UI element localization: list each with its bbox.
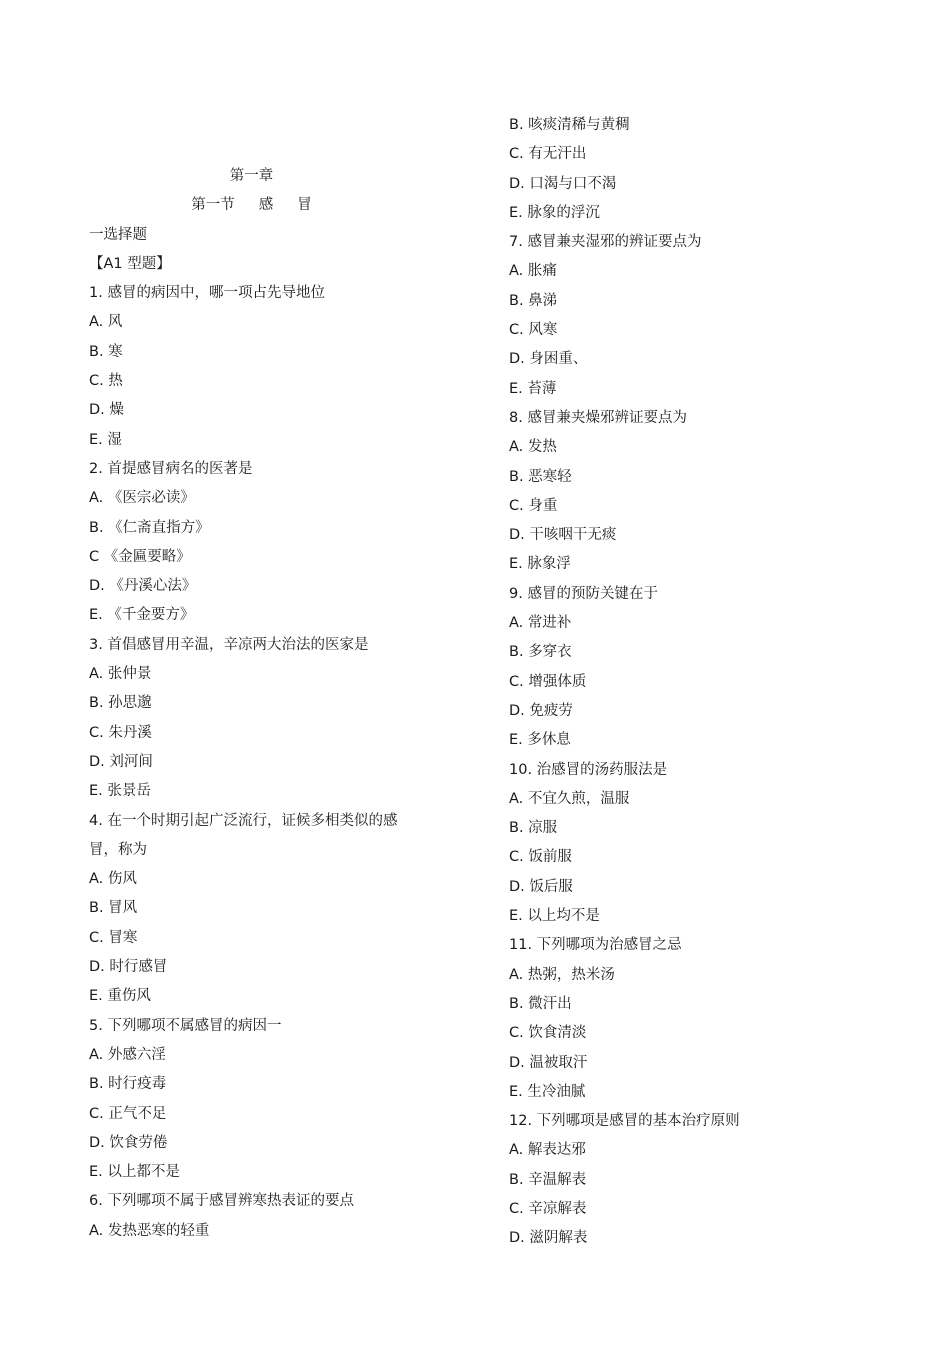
- answer-option: A. 常进补: [509, 615, 572, 632]
- answer-option: C. 饮食清淡: [509, 1025, 587, 1042]
- answer-option: B. 寒: [89, 343, 123, 360]
- answer-option: C. 热: [89, 373, 123, 390]
- answer-option: A. 发热: [509, 439, 557, 456]
- answer-option: B. 孙思邈: [89, 695, 152, 712]
- answer-option: E. 重伤风: [89, 988, 151, 1005]
- answer-option: A. 《医宗必读》: [89, 490, 195, 507]
- answer-option: D. 刘河间: [89, 753, 153, 770]
- answer-option: B. 鼻涕: [509, 292, 558, 309]
- answer-option: A. 风: [89, 314, 123, 331]
- answer-option: A. 外感六淫: [89, 1046, 166, 1063]
- answer-option: D. 温被取汗: [509, 1054, 588, 1071]
- answer-option: E. 以上都不是: [89, 1164, 180, 1181]
- answer-option: C. 风寒: [509, 322, 558, 339]
- question-stem: 9. 感冒的预防关键在于: [509, 585, 658, 602]
- answer-option: B. 多穿衣: [509, 644, 572, 661]
- answer-option: B. 《仁斋直指方》: [89, 519, 210, 536]
- answer-option: A. 发热恶寒的轻重: [89, 1222, 210, 1239]
- answer-option: 冒，称为: [89, 841, 147, 858]
- answer-option: B. 冒风: [89, 900, 138, 917]
- answer-option: C. 饭前服: [509, 849, 572, 866]
- answer-option: E. 张景岳: [89, 783, 151, 800]
- question-stem: 5. 下列哪项不属感冒的病因一: [89, 1017, 282, 1034]
- section-title: [89, 195, 414, 224]
- question-stem: 4. 在一个时期引起广泛流行，证候多相类似的感: [89, 812, 398, 829]
- answer-option: C 《金匾要略》: [89, 548, 191, 565]
- question-type-heading: 【A1 型题】: [89, 255, 171, 272]
- answer-option: E. 湿: [89, 431, 122, 448]
- left-column: [89, 166, 499, 1250]
- right-column: [509, 115, 919, 1258]
- question-stem: 7. 感冒兼夹湿邪的辨证要点为: [509, 234, 702, 251]
- answer-option: D. 饮食劳倦: [89, 1134, 168, 1151]
- question-stem: 12. 下列哪项是感冒的基本治疗原则: [509, 1113, 740, 1130]
- answer-option: D. 滋阴解表: [509, 1230, 588, 1247]
- right-question-list: [509, 115, 919, 1258]
- answer-option: E. 多休息: [509, 732, 571, 749]
- chapter-title: 第一章: [229, 168, 274, 184]
- question-stem: 6. 下列哪项不属于感冒辨寒热表证的要点: [89, 1193, 354, 1210]
- section-number: 第一节: [191, 197, 235, 214]
- answer-option: A. 伤风: [89, 871, 137, 888]
- question-stem: 11. 下列哪项为治感冒之忌: [509, 937, 682, 954]
- answer-option: B. 微汗出: [509, 995, 572, 1012]
- question-stem: 3. 首倡感冒用辛温，辛凉两大治法的医家是: [89, 636, 369, 653]
- answer-option: E. 生冷油腻: [509, 1083, 586, 1100]
- answer-option: B. 凉服: [509, 820, 558, 837]
- answer-option: A. 热粥，热米汤: [509, 966, 615, 983]
- answer-option: C. 正气不足: [89, 1105, 167, 1122]
- answer-option: D. 免疲劳: [509, 702, 573, 719]
- answer-option: E. 苔薄: [509, 380, 557, 397]
- answer-option: C. 增强体质: [509, 673, 587, 690]
- answer-option: D. 燥: [89, 402, 124, 419]
- answer-option: C. 有无汗出: [509, 146, 587, 163]
- answer-option: D. 口渴与口不渴: [509, 175, 617, 192]
- answer-option: A. 解表达邪: [509, 1142, 586, 1159]
- answer-option: C. 身重: [509, 497, 558, 514]
- answer-option: C. 辛凉解表: [509, 1200, 587, 1217]
- question-stem: 2. 首提感冒病名的医著是: [89, 460, 253, 477]
- answer-option: E. 以上均不是: [509, 908, 600, 925]
- question-stem: 1. 感冒的病因中，哪一项占先导地位: [89, 285, 325, 302]
- answer-option: E. 脉象浮: [509, 556, 571, 573]
- answer-option: D. 干咳咽干无痰: [509, 527, 617, 544]
- left-question-list: [89, 283, 499, 1250]
- answer-option: B. 辛温解表: [509, 1171, 587, 1188]
- answer-option: A. 胀痛: [509, 263, 557, 280]
- answer-option: E. 脉象的浮沉: [509, 204, 600, 221]
- section-char-1: 感: [258, 197, 274, 214]
- section-char-2: 冒: [297, 197, 312, 214]
- answer-option: B. 恶寒轻: [509, 468, 572, 485]
- answer-option: B. 时行疫毒: [89, 1076, 167, 1093]
- answer-option: B. 咳痰清稀与黄稠: [509, 117, 630, 133]
- question-stem: 10. 治感冒的汤药服法是: [509, 761, 668, 778]
- answer-option: A. 张仲景: [89, 666, 152, 683]
- answer-option: C. 朱丹溪: [89, 724, 152, 741]
- answer-option: D. 时行感冒: [89, 959, 168, 976]
- answer-option: A. 不宜久煎，温服: [509, 790, 630, 807]
- answer-option: E. 《千金要方》: [89, 607, 195, 624]
- answer-option: C. 冒寒: [89, 929, 138, 946]
- answer-option: D. 饭后服: [509, 878, 573, 895]
- part-heading: 一选择题: [89, 226, 147, 243]
- question-stem: 8. 感冒兼夹燥邪辨证要点为: [509, 409, 687, 426]
- answer-option: D. 身困重、: [509, 351, 588, 368]
- answer-option: D. 《丹溪心法》: [89, 578, 197, 595]
